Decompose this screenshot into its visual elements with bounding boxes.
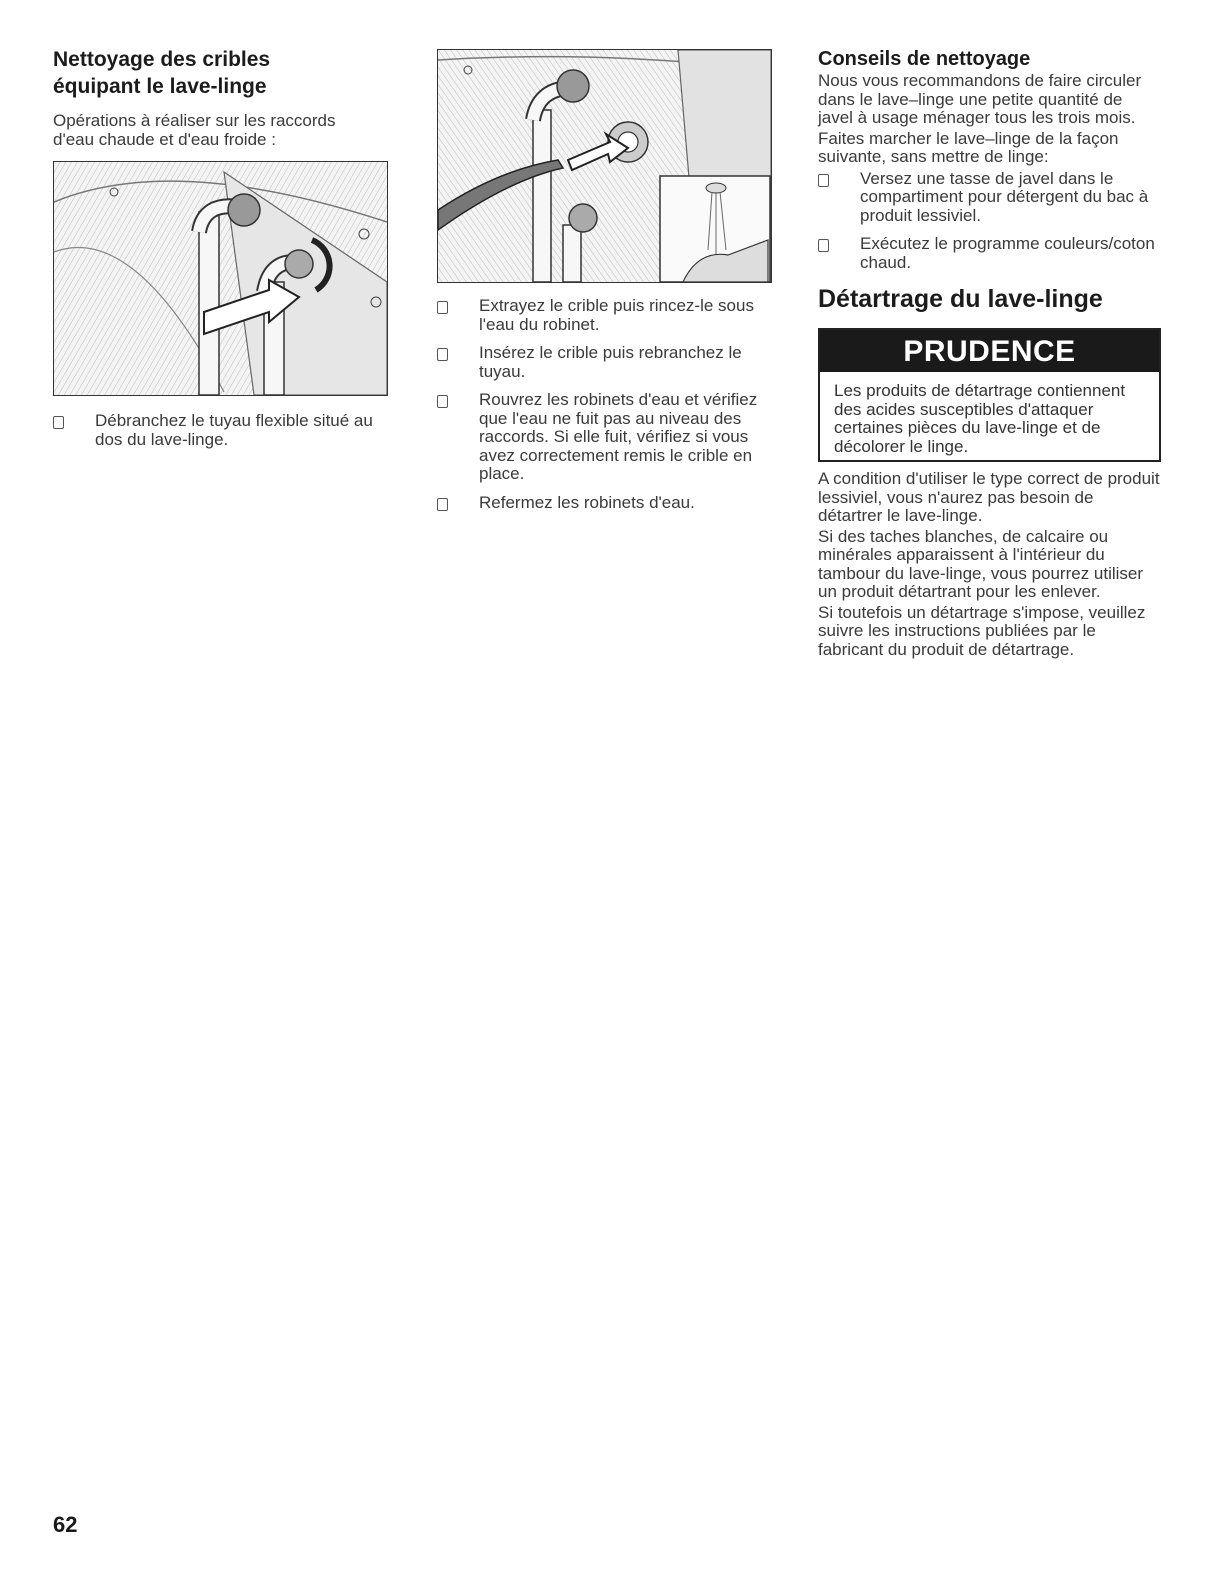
checkbox-icon [437, 498, 448, 511]
checkbox-icon [437, 395, 448, 408]
tips-paragraph-1: Nous vous recommandons de faire circuler dans le lave–linge une petite quantité de javel à usage ménager tous les trois mois. [818, 71, 1142, 127]
list-item [437, 297, 775, 334]
list-item [818, 170, 1161, 226]
checkbox-icon [818, 174, 829, 187]
list-item [437, 391, 775, 484]
illustration-disconnect-hose [53, 161, 388, 396]
descale-paragraph-2: Si des taches blanches, de calcaire ou minérales apparaissent à l'intérieur du tambour du lave-linge, vous pourrez utiliser un produit détartrant pour les enlever. [818, 526, 1144, 601]
step-text: Extrayez le crible puis rincez-le sous l'eau du robinet. [479, 296, 754, 334]
hose-disconnect-drawing [54, 162, 387, 395]
section-title-line2: équipant le lave-linge [53, 75, 267, 98]
descale-paragraph-3: Si toutefois un détartrage s'impose, veuillez suivre les instructions publiées par le fabricant du produit de détartrage. [818, 602, 1146, 659]
step-list-col1 [53, 412, 389, 449]
list-item [437, 494, 775, 513]
section-title-line1: Nettoyage des cribles [53, 48, 271, 71]
intro-line1: Opérations à réaliser sur les raccords [53, 111, 336, 130]
column-right [818, 46, 1161, 659]
section-title-screens [53, 46, 389, 100]
checkbox-icon [818, 239, 829, 252]
step-list-col2 [437, 297, 775, 512]
tips-step-list [818, 170, 1161, 273]
list-item [53, 412, 389, 449]
checkbox-icon [437, 348, 448, 361]
caution-box [818, 328, 1161, 462]
step-text: Débranchez le tuyau flexible situé au dos du lave-linge. [95, 411, 373, 449]
intro-line2: d'eau chaude et d'eau froide : [53, 129, 276, 149]
list-item [437, 344, 775, 381]
column-left [53, 46, 389, 459]
step-text: Rouvrez les robinets d'eau et vérifiez que l'eau ne fuit pas au niveau des raccords. Si elle fuit, vérifiez si vous avez correctement remis le crible en place. [479, 390, 758, 483]
tips-title: Conseils de nettoyage [818, 48, 1031, 70]
checkbox-icon [53, 416, 64, 429]
step-text: Exécutez le programme couleurs/coton chaud. [860, 234, 1155, 272]
column-middle [437, 46, 775, 522]
illustration-clean-screen [437, 49, 772, 283]
screen-rinse-drawing [438, 50, 771, 282]
page-number: 62 [53, 1512, 78, 1537]
descale-paragraph-1: A condition d'utiliser le type correct de produit lessiviel, vous n'aurez pas besoin de détartrer le lave-linge. [818, 469, 1160, 525]
step-text: Versez une tasse de javel dans le compartiment pour détergent du bac à produit lessiviel. [860, 168, 1149, 225]
list-item [818, 235, 1161, 272]
caution-text: Les produits de détartrage contiennent des acides susceptibles d'attaquer certaines pièces du lave-linge et de décolorer le linge. [834, 381, 1126, 456]
caution-label: PRUDENCE [820, 330, 1159, 372]
checkbox-icon [437, 301, 448, 314]
intro-text [53, 112, 389, 149]
descale-title: Détartrage du lave-linge [818, 285, 1103, 313]
tips-paragraph-2: Faites marcher le lave–linge de la façon suivante, sans mettre de linge: [818, 128, 1119, 166]
step-text: Refermez les robinets d'eau. [479, 492, 695, 512]
step-text: Insérez le crible puis rebranchez le tuyau. [479, 343, 742, 381]
